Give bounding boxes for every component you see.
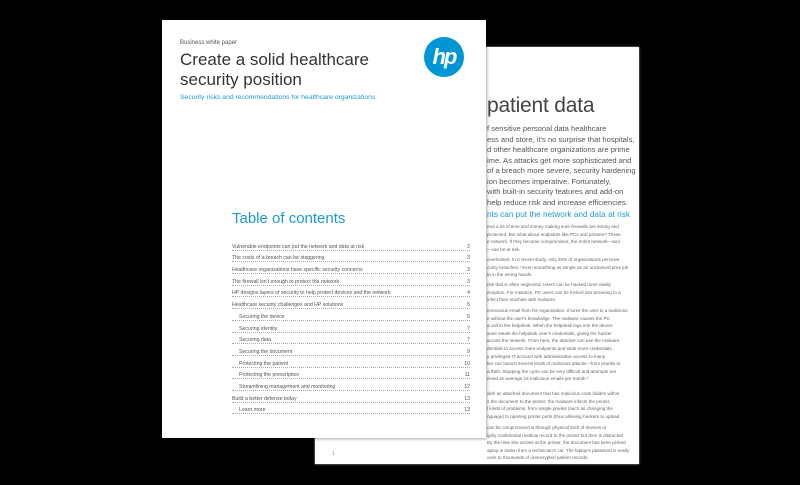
para-line: innocuous email from his organization. It lures the user to a malicious xyxy=(487,308,628,313)
paragraph xyxy=(487,223,637,253)
para-line: can be compromised is through physical theft of devices or xyxy=(487,425,607,430)
paragraph xyxy=(487,424,637,462)
toc-entry[interactable] xyxy=(232,262,470,274)
toc-entry[interactable] xyxy=(232,251,470,263)
para-line: with an attached document that has malicious code hidden within xyxy=(487,391,620,396)
para-line: y privileged IT account with administrative access to many xyxy=(487,353,606,359)
logo-text: hp xyxy=(432,44,456,69)
document-title: Create a solid healthcare security position xyxy=(180,50,370,89)
toc-page: 7 xyxy=(467,337,470,344)
para-line: eception. For instance, PC users can be tricked into browsing to a xyxy=(487,289,621,295)
para-line: cess to thousands of unencrypted patient records. xyxy=(487,455,589,461)
hp-logo-icon xyxy=(424,37,464,77)
para-line: a theft. Stopping the cycle can be very difficult and attempts are xyxy=(487,368,617,374)
back-page-title: patient data xyxy=(487,94,595,117)
para-line: l kinds of problems, from simple pranks (such as changing the xyxy=(487,406,613,412)
intro-line: ess and store, it's no surprise that hospitals, xyxy=(487,134,635,144)
toc-label: Learn more xyxy=(239,407,266,414)
para-line: end a lot of time and money making sure firewalls are strong and xyxy=(487,224,619,229)
toc-entry[interactable] xyxy=(232,297,470,309)
para-line: a call to the helpdesk. When the helpdesk logs into the device xyxy=(487,323,613,329)
toc-label: Securing identity xyxy=(239,325,278,332)
para-line: e network. If they become compromised, the entire network—and xyxy=(487,239,620,245)
toc-page: 3 xyxy=(467,255,470,262)
para-line: e without the user's knowledge. The malware causes the PC xyxy=(487,315,610,321)
toc-page: 2 xyxy=(467,243,470,250)
intro-line: d other healthcare organizations are prime xyxy=(487,145,630,154)
toc-label: Protecting the prescription xyxy=(239,372,300,379)
toc-entry[interactable] xyxy=(232,379,470,391)
toc-page: 12 xyxy=(464,383,470,390)
para-line: nguage) to opening printer ports (thus allowing hackers to upload xyxy=(487,413,620,419)
toc-label: Healthcare organizations have specific security concerns xyxy=(232,267,363,274)
document-type-label: Business white paper xyxy=(180,40,238,46)
toc-label: Healthcare security challenges and HP solutions xyxy=(232,302,344,309)
intro-line: help reduce risk and increase efficiencies. xyxy=(487,197,628,207)
para-line: across the network. From here, the attacker can use the malware xyxy=(487,338,620,344)
para-line: —can be at risk. xyxy=(487,246,521,252)
para-line: eived an average 16 malicious emails per month.² xyxy=(487,376,589,382)
para-line: By the time she arrives at the printer, the document has been picked xyxy=(487,440,626,446)
para-line: s the document to the printer, the malware infects the printer. xyxy=(487,398,611,404)
toc-title: Table of contents xyxy=(232,210,346,227)
toc-page: 13 xyxy=(464,407,470,414)
para-line: protected. But what about endpoints like PCs and printers? These xyxy=(487,231,621,237)
toc-page: 3 xyxy=(467,267,470,274)
toc-page: 3 xyxy=(467,278,470,285)
toc-label: Vulnerable endpoints can put the network and data at risk xyxy=(232,243,365,250)
intro-line: ion becomes imperative. Fortunately, xyxy=(487,176,611,186)
toc-label: Securing data xyxy=(239,337,272,344)
toc-entry[interactable] xyxy=(232,274,470,286)
front-page xyxy=(162,20,486,438)
toc-page: 5 xyxy=(467,302,470,309)
toc-label: Streamlining management and monitoring xyxy=(239,383,336,390)
back-page-intro xyxy=(487,124,637,208)
toc-page: 9 xyxy=(467,348,470,355)
paragraph xyxy=(487,281,637,304)
para-line: infect their machine with malware. xyxy=(487,297,557,303)
paragraph xyxy=(487,256,637,279)
toc-entry[interactable] xyxy=(232,368,470,380)
intro-line: ime. As attacks get more sophisticated and xyxy=(487,155,632,165)
toc-label: Securing the device xyxy=(239,313,285,320)
toc-label: Protecting the patient xyxy=(239,360,289,367)
intro-line: f sensitive personal data healthcare xyxy=(487,124,607,133)
para-line: dentials to access more endpoints and steal more credentials. xyxy=(487,345,613,351)
toc-page: 5 xyxy=(467,313,470,320)
table-of-contents xyxy=(232,239,470,414)
para-line: ighly confidential medical record to the printer but then is distracted xyxy=(487,432,624,438)
para-line: ker can launch several kinds of malicious attacks—from pranks to xyxy=(487,361,621,367)
toc-page: 4 xyxy=(467,290,470,297)
intro-line: with built-in security features and add-on xyxy=(487,187,624,196)
para-line: overlooked. In a recent study, only 30% of organizations perceive xyxy=(487,257,620,262)
toc-page: 7 xyxy=(467,325,470,332)
back-page-subheading: nts can put the network and data at risk xyxy=(487,210,630,219)
toc-page: 11 xyxy=(464,372,470,379)
toc-page: 13 xyxy=(464,395,470,402)
toc-entry[interactable] xyxy=(232,239,470,251)
toc-entry[interactable] xyxy=(232,286,470,298)
toc-label: HP designs layers of security to help protect devices and the network xyxy=(232,290,391,297)
document-subtitle: Security risks and recommendations for healthcare organizations xyxy=(180,94,376,101)
toc-entry[interactable] xyxy=(232,309,470,321)
para-line: aptop is stolen from a technician's car. The laptop's password is easily xyxy=(487,447,630,453)
toc-label: Build a better defense today xyxy=(232,395,297,402)
intro-line: of a breach more severe, security hardening xyxy=(487,166,636,175)
toc-label: Securing the document xyxy=(239,348,293,355)
toc-label: The costs of a breach can be staggering xyxy=(232,255,325,262)
toc-entry[interactable] xyxy=(232,321,470,333)
toc-label: The firewall isn't enough to protect the network xyxy=(232,278,340,285)
paragraph xyxy=(487,307,637,383)
paragraph xyxy=(487,390,637,420)
para-line: ware steals the helpdesk user's credentials, giving the hacker xyxy=(487,330,612,336)
para-line: ta in the wrong hands. xyxy=(487,272,533,278)
toc-entry[interactable] xyxy=(232,344,470,356)
toc-page: 10 xyxy=(464,360,470,367)
para-line: curity breaches.¹ Even something as simple as an unclaimed print job xyxy=(487,264,629,270)
toc-entry[interactable] xyxy=(232,403,470,415)
toc-entry[interactable] xyxy=(232,333,470,345)
toc-entry[interactable] xyxy=(232,391,470,403)
para-line: risk that is often neglected. Users can be hacked more easily xyxy=(487,282,611,287)
toc-entry[interactable] xyxy=(232,356,470,368)
page-number: 1 xyxy=(332,451,335,457)
